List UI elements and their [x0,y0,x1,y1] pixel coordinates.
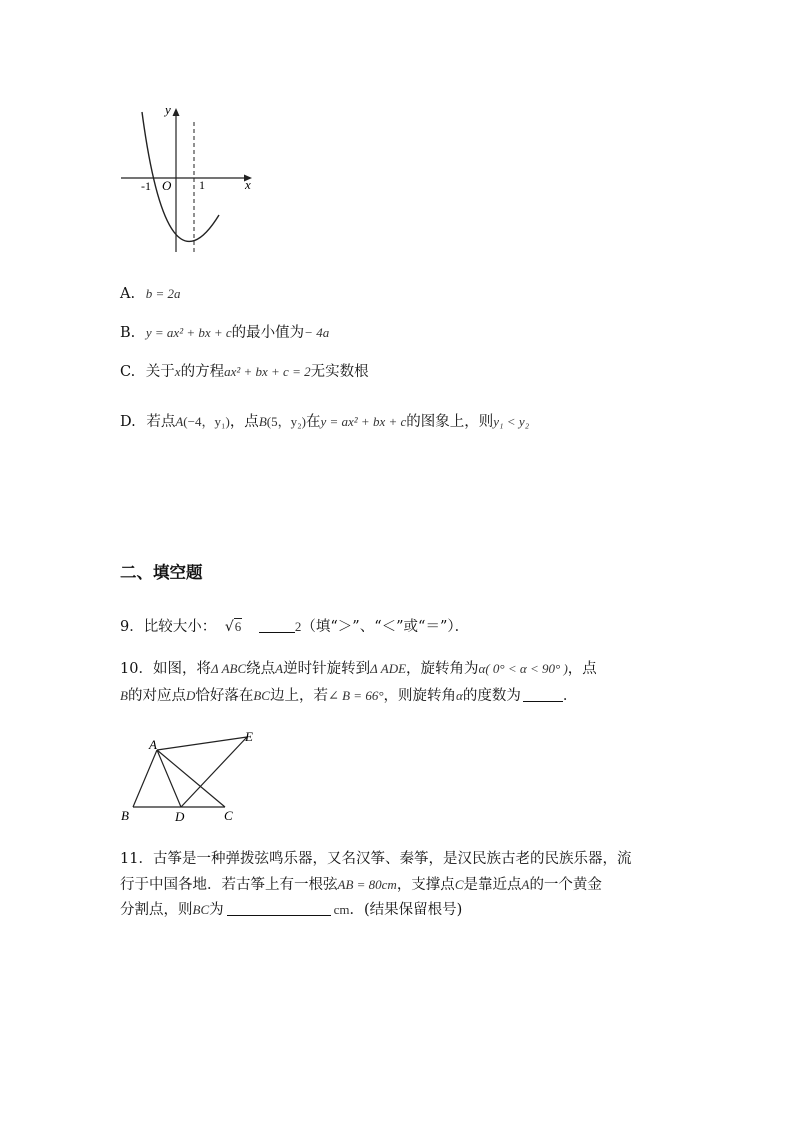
vertex-e-label: E [245,729,253,744]
question-number: 10． [120,661,153,677]
segment-bc: BC [192,902,210,917]
option-d-compare: y₁ < y₂ [493,414,530,429]
sqrt-6 [225,617,242,637]
option-b-value: − 4a [304,325,330,340]
option-label: B. [120,325,136,341]
q9-tail: （填“＞”、“＜”或“＝”）． [301,619,470,635]
question-11-line-3 [120,900,462,920]
question-number: 9． [120,619,144,635]
x-axis-label: x [245,177,251,192]
segment-ae [157,737,247,750]
q10-text: 的度数为 [462,688,521,704]
segment-de [181,737,247,807]
answer-blank[interactable] [259,618,295,633]
question-11-line-1: 11．古筝是一种弹拨弦鸣乐器，又名汉筝、秦筝，是汉民族古老的民族乐器，流 [120,851,632,867]
parabola-graph [115,100,265,260]
q11-text: ，支撑点 [396,877,455,893]
point-c: C [454,877,464,892]
question-11-line-2 [120,875,602,895]
q11-text: 分割点，则 [120,902,193,918]
question-9 [120,617,469,637]
q10-text: 绕点 [246,661,276,677]
option-label: A. [120,286,136,302]
option-d [120,412,529,432]
alpha: α [456,688,463,703]
option-b-text: 的最小值为 [231,325,305,341]
triangle-abc: Δ ABC [210,661,247,676]
point-a-coord: (−4，y₁) [183,414,230,429]
vertex-d-label: D [175,809,185,824]
q9-value: 2 [294,619,302,634]
point-d: D [185,688,196,703]
unit: cm [333,902,350,917]
point-b-name: B [258,414,267,429]
point-b-coord: (5，y₂) [266,414,306,429]
segment-ac [157,750,225,807]
option-b-expr: y = ax² + bx + c [145,325,232,340]
q10-text: 的对应点 [127,688,186,704]
q11-text: ．(结果保留根号) [349,902,463,918]
answer-blank[interactable] [523,687,563,702]
option-label: C. [120,364,136,380]
q11-text: 的一个黄金 [529,877,602,893]
triangle-ade: Δ ADE [370,661,407,676]
option-b [120,323,329,343]
option-d-mid2: 在 [305,414,321,430]
tick-label-neg-one: -1 [141,179,151,193]
segment-ad [157,750,181,807]
alpha-range: α( 0° < α < 90° ) [478,661,568,676]
question-10-line-2 [120,686,577,706]
option-c-expr: ax² + bx + c = 2 [224,364,311,379]
q10-text: ，旋转角为 [406,661,479,677]
option-a [120,284,180,304]
q10-text: ，则旋转角 [383,688,457,704]
point-b: B [120,688,128,703]
segment-ab [133,750,157,807]
option-a-expr: b = 2a [145,286,181,301]
option-label: D. [120,414,136,430]
triangle-figure [115,728,275,826]
q10-text: 边上，若 [269,688,328,704]
angle-b: ∠ B = 66° [327,688,384,703]
vertex-c-label: C [224,808,233,823]
vertex-a-label: A [149,737,157,752]
answer-blank[interactable] [227,901,331,916]
y-axis-arrow [173,108,180,116]
section-heading: 二、填空题 [120,563,203,582]
point-a-name: A [175,414,184,429]
point-a: A [275,661,284,676]
option-d-mid1: ，点 [229,414,259,430]
option-c-pre: 关于 [145,364,175,380]
q11-text: 行于中国各地．若古筝上有一根弦 [120,877,338,893]
option-c-mid: 的方程 [180,364,225,380]
option-c [120,362,369,382]
q10-text: 恰好落在 [195,688,254,704]
y-axis-label: y [165,102,171,117]
vertex-b-label: B [121,808,129,823]
option-d-expr: y = ax² + bx + c [320,414,407,429]
option-c-var: x [174,364,181,379]
radicand: 6 [234,619,242,634]
radical-sign: √ [224,619,234,635]
ab-length: AB = 80cm [337,877,397,892]
tick-label-one: 1 [199,178,205,192]
q10-text: ． [562,688,578,704]
q11-text: 是靠近点 [463,877,522,893]
q10-text: 如图，将 [152,661,211,677]
q10-text: 逆时针旋转到 [283,661,371,677]
point-a: A [521,877,530,892]
parabola-curve [142,112,219,241]
segment-bc: BC [253,688,270,703]
option-d-pre: 若点 [146,414,176,430]
question-10-line-1 [120,659,597,679]
option-c-post: 无实数根 [310,364,369,380]
option-d-mid3: 的图象上，则 [406,414,494,430]
q9-text: 比较大小： [143,619,217,635]
q10-text: ，点 [567,661,597,677]
origin-label: O [162,178,172,193]
q11-text: 为 [209,902,224,918]
